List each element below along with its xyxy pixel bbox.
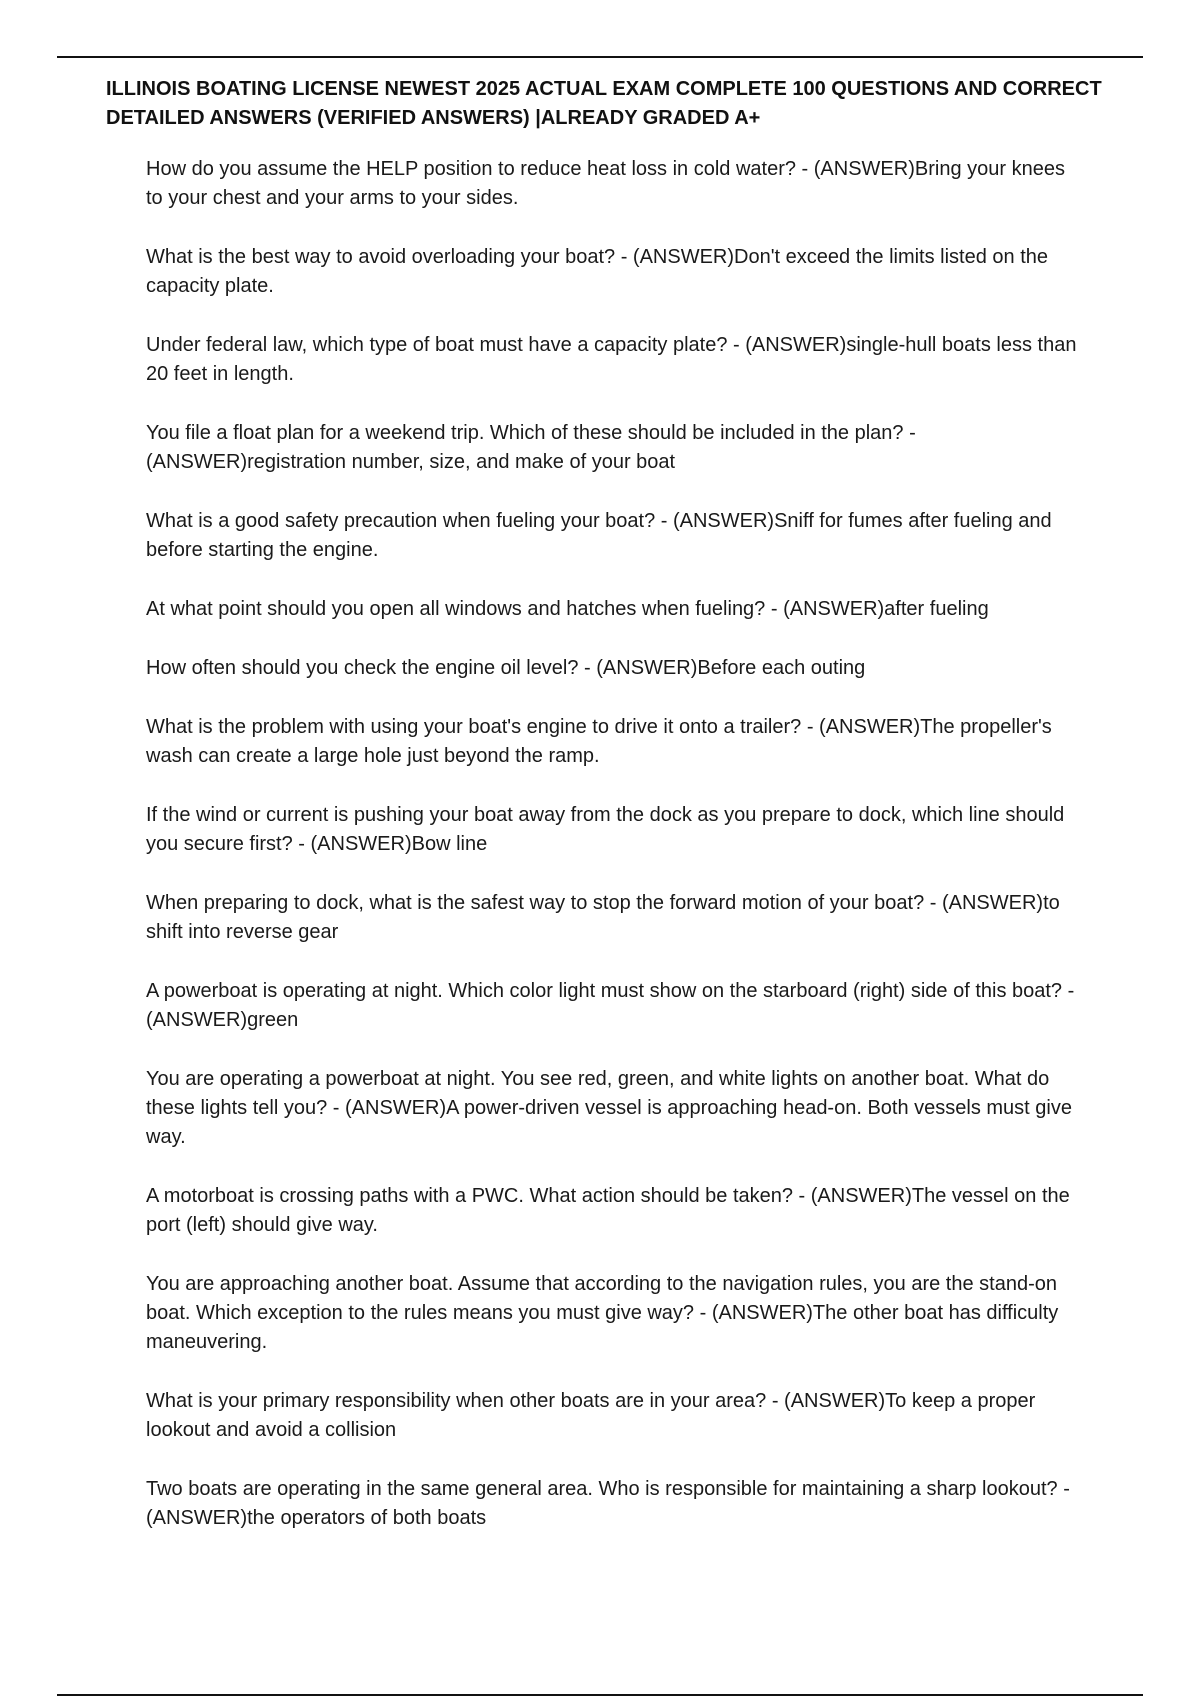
qa-item-10: When preparing to dock, what is the safest way to stop the forward motion of your boat? - (ANSWER)to shift into reverse gear bbox=[146, 892, 1060, 943]
qa-item-13: A motorboat is crossing paths with a PWC. What action should be taken? - (ANSWER)The vessel on the port (left) should give way. bbox=[146, 1185, 1070, 1236]
qa-item-7: How often should you check the engine oil level? - (ANSWER)Before each outing bbox=[146, 657, 866, 679]
qa-item-4: You file a float plan for a weekend trip. Which of these should be included in the plan? - (ANSWER)registration number, size, and make of your boat bbox=[146, 422, 916, 473]
qa-item-16: Two boats are operating in the same general area. Who is responsible for maintaining a sharp lookout? - (ANSWER)the operators of both boats bbox=[146, 1478, 1070, 1529]
question-answer-list bbox=[146, 155, 1086, 1563]
qa-item-3: Under federal law, which type of boat must have a capacity plate? - (ANSWER)single-hull boats less than 20 feet in length. bbox=[146, 334, 1077, 385]
qa-item-9: If the wind or current is pushing your boat away from the dock as you prepare to dock, which line should you secure first? - (ANSWER)Bow line bbox=[146, 804, 1065, 855]
document-title: ILLINOIS BOATING LICENSE NEWEST 2025 ACTUAL EXAM COMPLETE 100 QUESTIONS AND CORRECT DETAILED ANSWERS (VERIFIED ANSWERS) |ALREADY GRADED A+ bbox=[106, 78, 1102, 129]
qa-item-8: What is the problem with using your boat's engine to drive it onto a trailer? - (ANSWER)The propeller's wash can create a large hole just beyond the ramp. bbox=[146, 716, 1052, 767]
qa-item-11: A powerboat is operating at night. Which color light must show on the starboard (right) side of this boat? - (ANSWER)green bbox=[146, 980, 1075, 1031]
top-divider bbox=[57, 56, 1143, 58]
qa-item-15: What is your primary responsibility when other boats are in your area? - (ANSWER)To keep a proper lookout and avoid a collision bbox=[146, 1390, 1036, 1441]
qa-item-5: What is a good safety precaution when fueling your boat? - (ANSWER)Sniff for fumes after fueling and before starting the engine. bbox=[146, 510, 1052, 561]
qa-item-14: You are approaching another boat. Assume that according to the navigation rules, you are the stand-on boat. Which exception to the rules means you must give way? - (ANSWER)The other boat has difficulty maneuvering. bbox=[146, 1273, 1059, 1353]
qa-item-2: What is the best way to avoid overloading your boat? - (ANSWER)Don't exceed the limits listed on the capacity plate. bbox=[146, 246, 1049, 297]
qa-item-6: At what point should you open all windows and hatches when fueling? - (ANSWER)after fueling bbox=[146, 598, 989, 620]
bottom-divider bbox=[57, 1694, 1143, 1696]
qa-item-1: How do you assume the HELP position to reduce heat loss in cold water? - (ANSWER)Bring your knees to your chest and your arms to your sides. bbox=[146, 158, 1065, 209]
qa-item-12: You are operating a powerboat at night. You see red, green, and white lights on another boat. What do these lights tell you? - (ANSWER)A power-driven vessel is approaching head-on. Both vessels must give way. bbox=[146, 1068, 1072, 1148]
